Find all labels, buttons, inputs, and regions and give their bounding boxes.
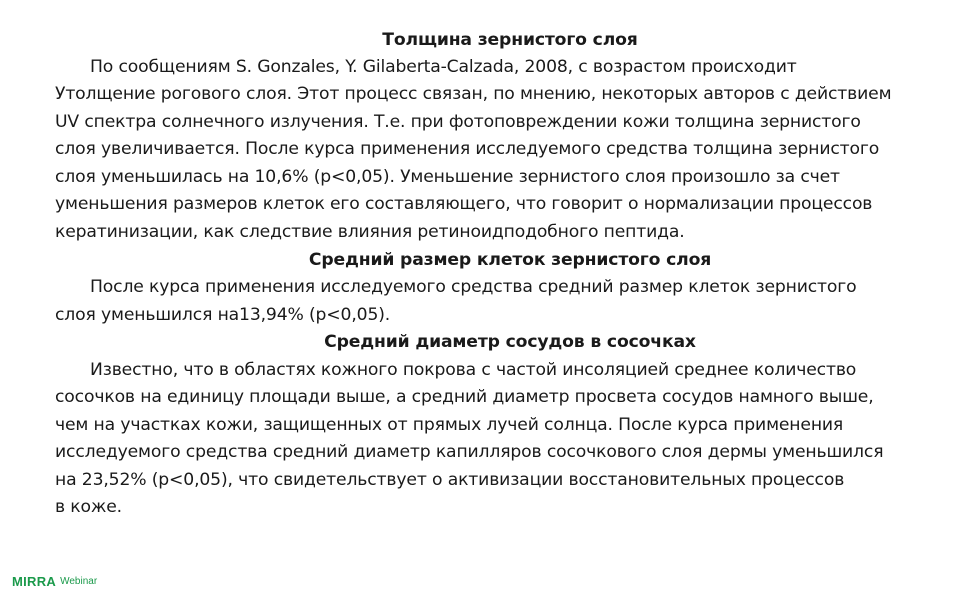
paragraph-line: чем на участках кожи, защищенных от прямых лучей солнца. После курса применения	[55, 415, 844, 435]
section-heading-granular-cell-size: Средний размер клеток зернистого слоя	[308, 250, 712, 270]
paragraph-line: на 23,52% (p<0,05), что свидетельствует о активизации восстановительных процессов	[55, 470, 845, 490]
paragraph-line: кератинизации, как следствие влияния ретиноидподобного пептида.	[55, 222, 685, 242]
paragraph-line: слоя уменьшился на13,94% (p<0,05).	[55, 305, 391, 325]
paragraph-line: UV спектра солнечного излучения. Т.е. при фотоповреждении кожи толщина зернистого	[55, 112, 861, 132]
paragraph-line: уменьшения размеров клеток его составляющего, что говорит о нормализации процессов	[55, 194, 873, 214]
logo-suffix: Webinar	[60, 575, 98, 587]
mirra-webinar-logo	[12, 573, 97, 589]
paragraph-line: слоя увеличивается. После курса применения исследуемого средства толщина зернистого	[55, 139, 880, 159]
section-heading-papillae-vessel-diameter: Средний диаметр сосудов в сосочках	[324, 332, 696, 352]
paragraph-line: слоя уменьшилась на 10,6% (p<0,05). Уменьшение зернистого слоя произошло за счет	[55, 167, 840, 187]
paragraph-line: Известно, что в областях кожного покрова с частой инсоляцией среднее количество	[90, 360, 857, 380]
logo-brand: MIRRA	[12, 573, 57, 589]
paragraph-line: в коже.	[55, 497, 122, 517]
paragraph-line: После курса применения исследуемого средства средний размер клеток зернистого	[90, 277, 857, 297]
paragraph-line: сосочков на единицу площади выше, а средний диаметр просвета сосудов намного выше,	[55, 387, 874, 407]
paragraph-line: По сообщениям S. Gonzales, Y. Gilaberta-Calzada, 2008, с возрастом происходит	[90, 57, 797, 77]
section-heading-granular-layer-thickness: Толщина зернистого слоя	[382, 30, 638, 50]
paragraph-line: исследуемого средства средний диаметр капилляров сосочкового слоя дермы уменьшился	[55, 442, 884, 462]
paragraph-line: Утолщение рогового слоя. Этот процесс связан, по мнению, некоторых авторов с действием	[55, 84, 892, 104]
